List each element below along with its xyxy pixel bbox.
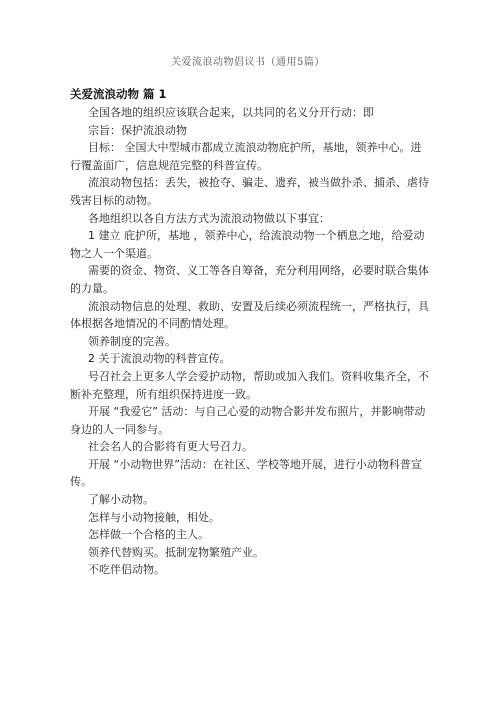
document-header: 关爱流浪动物倡议书（通用5篇）: [171, 57, 325, 68]
paragraph: 怎样做一个合格的主人。: [88, 528, 209, 542]
paragraph: 号召社会上更多人学会爱护动物，帮助或加入我们。资料收集齐全，不断补充整理，所有组织保持进度一致。: [70, 369, 429, 401]
paragraph: 目标： 全国大中型城市都成立流浪动物庇护所，基地，领养中心。进行覆盖面广，信息规范完整的科普宣传。: [70, 141, 422, 172]
paragraph: 社会名人的合影将有更大号召力。: [88, 440, 253, 454]
paragraph: 开展 “小动物世界”活动：在社区、学校等地开展，进行小动物科普宣传。: [70, 457, 422, 489]
paragraph: 1 建立 庇护所，基地 ，领养中心，给流浪动物一个栖息之地，给爱动物之人一个渠道。: [70, 229, 425, 260]
paragraph: 2 关于流浪动物的科普宣传。: [88, 352, 231, 366]
section-title: 关爱流浪动物 篇 1: [70, 87, 167, 101]
paragraph: 开展 “我爱它” 活动：与自己心爱的动物合影并发布照片，并影响带动身边的人一同参与。: [70, 405, 426, 436]
paragraph: 流浪动物包括：丢失，被抢夺、骗走、遗弃，被当做扑杀、捕杀、虐待残害目标的动物。: [70, 176, 429, 207]
paragraph: 了解小动物。: [88, 493, 154, 507]
paragraph: 领养代替购买。抵制宠物繁殖产业。: [88, 545, 264, 559]
paragraph: 不吃伴侣动物。: [88, 563, 165, 577]
paragraph: 领养制度的完善。: [88, 334, 176, 348]
paragraph: 需要的资金、物资、义工等各自筹备，充分利用网络，必要时联合集体的力量。: [70, 264, 429, 295]
paragraph: 流浪动物信息的处理、救助、安置及后续必须流程统一，严格执行，具体根据各地情况的不同酌情处理。: [70, 299, 429, 331]
paragraph: 怎样与小动物接触，相处。: [88, 510, 220, 524]
paragraph: 各地组织以各自方法方式为流浪动物做以下事宜：: [88, 211, 330, 225]
paragraph: 全国各地的组织应该联合起来，以共同的名义分开行动：即: [88, 106, 374, 119]
paragraph: 宗旨：保护流浪动物: [88, 123, 187, 137]
document-body: [70, 104, 430, 579]
